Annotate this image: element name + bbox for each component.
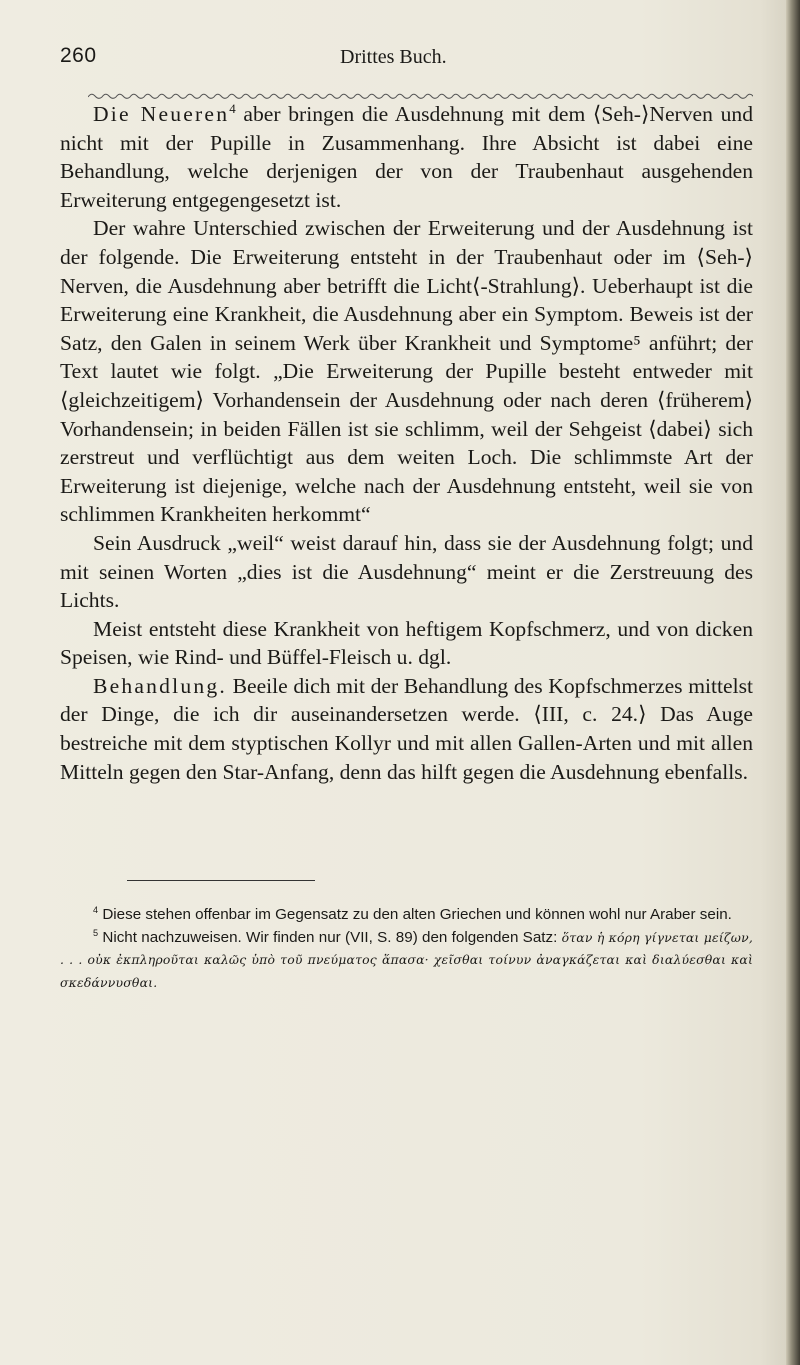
page-header [60,40,750,80]
paragraph-text: Der wahre Unterschied zwischen der Erweiterung und der Ausdehnung ist der folgende. Die Erweiterung entsteht in der Traubenhaut oder im ⟨Seh-⟩Nerven, die Ausdehnung aber betrifft die Licht⟨-Strahlung⟩. Ueberhaupt ist die Erweiterung eine Krankheit, die Ausdehnung aber ein Symptom. Beweis ist der Satz, den Galen in seinem Werk über Krankheit und Symptome⁵ anführt; der Text lautet wie folgt. „Die Erweiterung der Pupille besteht entweder mit ⟨gleichzeitigem⟩ Vorhandensein der Ausdehnung oder nach deren ⟨früherem⟩ Vorhandensein; in beiden Fällen ist sie schlimm, weil der Sehgeist ⟨dabei⟩ sich zerstreut und verflüchtigt aus dem weiten Loch. Die schlimmste Art der Erweiterung ist diejenige, welche nach der Ausdehnung entsteht, weil sie von schlimmen Krankheiten herkommt“ [60,216,753,527]
footnote-marker: 4 [93,904,99,915]
paragraph-lead: Behandlung. [93,673,227,698]
page-number: 260 [60,44,97,67]
paragraph [60,100,753,214]
paragraph-text: Meist entsteht diese Krankheit von heftigem Kopfschmerz, und von dicken Speisen, wie Rind- und Büffel-Fleisch u. dgl. [60,616,753,670]
paragraph-text: Sein Ausdruck „weil“ weist darauf hin, dass sie der Ausdehnung folgt; und mit seinen Worten „dies ist die Ausdehnung“ meint er die Zerstreuung des Lichts. [60,530,753,613]
paragraph [60,529,753,615]
page-edge-shadow [786,0,800,1365]
footnote-marker: 5 [93,927,99,938]
footnote [60,904,753,927]
paragraph-text: Beeile dich mit der Behandlung des Kopfschmerzes mittelst der Dinge, die ich dir auseinandersetzen werde. ⟨III, c. 24.⟩ Das Auge bestreiche mit dem styptischen Kollyr und mit allen Gallen-Arten und mit allen Mitteln gegen den Star-Anfang, denn das hilft gegen die Ausdehnung ebenfalls. [60,673,753,784]
paragraph [60,672,753,786]
footnote-text: Diese stehen offenbar im Gegensatz zu den alten Griechen und können wohl nur Araber sein. [102,906,732,923]
greek-quotation: ὅταν ἡ κόρη γίγνεται μείζων, . . . οὐκ ἐκπληροῦται καλῶς ὑπὸ τοῦ πνεύματος ἅπασα· χεῖσθαι τοίνυν ἀναγκάζεται καὶ διαλύεσθαι καὶ σκεδάννυσθαι. [60,929,753,990]
paragraph [60,615,753,672]
footnote-ref: 4 [229,100,236,116]
running-head: Drittes Buch. [340,46,447,68]
footnote-text: Nicht nachzuweisen. Wir finden nur (VII, S. 89) den folgenden Satz: [102,928,558,946]
paragraph-lead: Die Neueren [93,102,230,126]
footnotes [60,904,753,994]
main-text [60,100,753,786]
footnote-separator [127,880,315,881]
paragraph [60,214,753,529]
paragraph-text: aber bringen die Ausdehnung mit dem ⟨Seh-⟩Nerven und nicht mit der Pupille in Zusammenhang. Ihre Absicht ist dabei eine Behandlung, welche derjenigen der von der Traubenhaut ausgehenden Erweiterung entgegengesetzt ist. [60,102,753,212]
footnote [60,927,753,995]
